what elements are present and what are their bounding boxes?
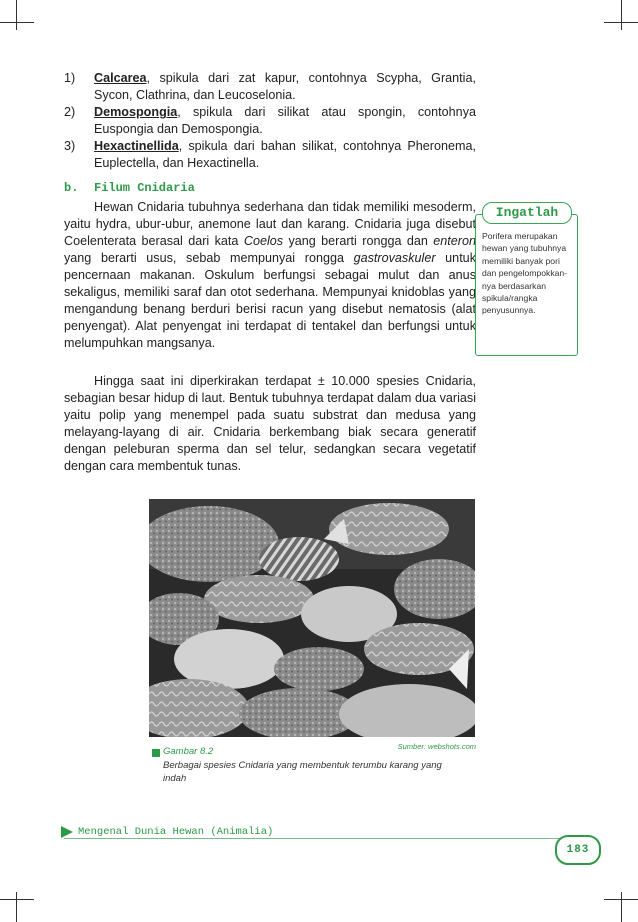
- figure-source: Sumber: webshots.com: [397, 742, 476, 751]
- section-heading: b. Filum Cnidaria: [64, 181, 195, 195]
- list-item: 2) Demospongia, spikula dari silikat atau spongin, contohnya Euspongia dan Demospongia.: [64, 105, 476, 136]
- caption-square-icon: [152, 749, 160, 757]
- crop-mark: [621, 892, 622, 922]
- paragraph-cnidaria-species: Hingga saat ini diperkirakan terdapat ± 10.000 spesies Cnidaria, sebagian besar hidup di laut. Bentuk tubuhnya terdapat dalam dua variasi yaitu polip yang menempel pada suatu substrat dan medusa yang melayang-layang di air. Cnidaria berkembang biak secara generatif dengan peleburan sperma dan sel telur, sedangkan secara vegetatif dengan cara membentuk tunas.: [64, 374, 476, 473]
- crop-mark: [621, 0, 622, 30]
- list-item: 3) Hexactinellida, spikula dari bahan silikat, contohnya Pheronema, Euplectella, dan Hexactinella.: [64, 139, 476, 170]
- term-hexactinellida: Hexactinellida: [94, 139, 179, 153]
- crop-mark: [604, 899, 638, 900]
- crop-mark: [0, 899, 34, 900]
- term-calcarea: Calcarea: [94, 71, 147, 85]
- crop-mark: [16, 0, 17, 30]
- page-number: 183: [555, 835, 601, 865]
- crop-mark: [16, 892, 17, 922]
- footer-arrow-icon: [61, 826, 73, 838]
- crop-mark: [604, 22, 638, 23]
- footer-chapter-title: Mengenal Dunia Hewan (Animalia): [78, 826, 274, 838]
- footer-divider: [64, 838, 576, 839]
- ingatlah-title: Ingatlah: [482, 202, 572, 224]
- figure-label: Gambar 8.2: [163, 746, 214, 757]
- paragraph-cnidaria-intro: Hewan Cnidaria tubuhnya sederhana dan tidak memiliki mesoderm, yaitu hydra, ubur-ubur, anemone laut dan karang. Cnidaria juga disebut Coelenterata berasal dari kata Coelos yang berarti rongga dan enteron yang berarti usus, sebab mempunyai rongga gastrovaskuler untuk pencernaan makanan. Oskulum berfungsi sebagai mulut dan anus sekaligus, memiliki saraf dan otot sederhana. Mempunyai knidoblas yang mengandung benang berduri berisi racun yang disebut nematosis (alat penyengat). Alat penyengat ini terdapat di tentakel dan berfungsi untuk melumpuhkan mangsanya.: [64, 200, 477, 350]
- crop-mark: [0, 22, 34, 23]
- coral-reef-photo: [149, 499, 475, 737]
- list-item: 1) Calcarea, spikula dari zat kapur, contohnya Scypha, Grantia, Sycon, Clathrina, dan Leucoselonia.: [64, 71, 476, 102]
- porifera-class-list: [64, 70, 476, 172]
- term-demospongia: Demospongia: [94, 105, 178, 119]
- ingatlah-text: Porifera merupakan hewan yang tubuhnya memiliki banyak pori dan pengelompokkan-nya berdasarkan spikula/rangka penyusunnya.: [482, 231, 568, 316]
- figure-caption: Berbagai spesies Cnidaria yang membentuk terumbu karang yang indah: [163, 760, 442, 784]
